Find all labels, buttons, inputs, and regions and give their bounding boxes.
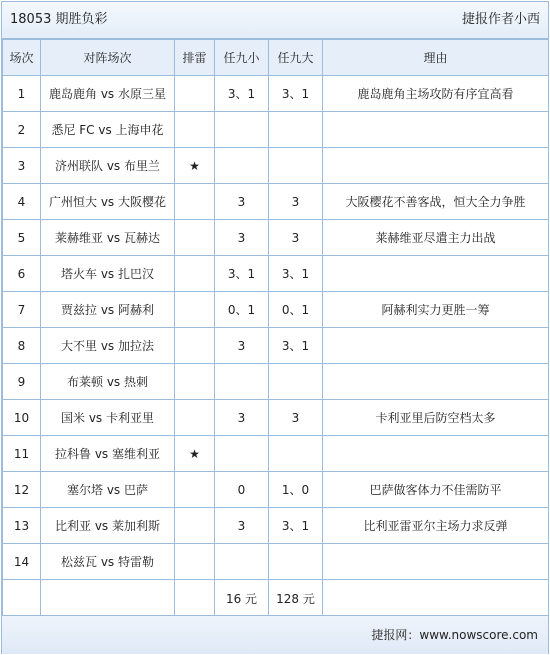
reason-text: 大阪樱花不善客战，恒大全力争胜 <box>323 184 549 220</box>
table-row <box>3 364 549 400</box>
reason-text: 巴萨做客体力不佳需防平 <box>323 472 549 508</box>
sheet-header <box>2 2 548 39</box>
col-header-no: 场次 <box>3 40 41 76</box>
match-teams: 济州联队 vs 布里兰 <box>41 148 175 184</box>
table-row <box>3 400 549 436</box>
mine-flag <box>175 292 215 328</box>
sheet-author: 捷报作者小西 <box>461 12 540 27</box>
match-number: 4 <box>3 184 41 220</box>
match-number: 7 <box>3 292 41 328</box>
match-number: 2 <box>3 112 41 148</box>
r9-small-pick <box>215 364 269 400</box>
reason-text <box>323 328 549 364</box>
reason-text: 阿赫利实力更胜一筹 <box>323 292 549 328</box>
reason-text <box>323 436 549 472</box>
r9-large-pick: 3 <box>269 220 323 256</box>
total-r9-large: 128 元 <box>269 580 323 617</box>
r9-large-pick: 1、0 <box>269 472 323 508</box>
source-credit: 捷报网：www.nowscore.com <box>371 628 538 642</box>
r9-small-pick: 3 <box>215 184 269 220</box>
r9-small-pick: 3 <box>215 220 269 256</box>
match-number: 1 <box>3 76 41 112</box>
r9-small-pick <box>215 148 269 184</box>
reason-text <box>323 256 549 292</box>
table-row <box>3 508 549 544</box>
match-teams: 莱赫维亚 vs 瓦赫达 <box>41 220 175 256</box>
match-teams: 贾兹拉 vs 阿赫利 <box>41 292 175 328</box>
table-body <box>3 76 549 580</box>
table-row <box>3 436 549 472</box>
table-row <box>3 292 549 328</box>
match-number: 14 <box>3 544 41 580</box>
mine-flag <box>175 508 215 544</box>
match-number: 5 <box>3 220 41 256</box>
table-header-row <box>3 40 549 76</box>
totals-empty-mine <box>175 580 215 617</box>
r9-large-pick <box>269 364 323 400</box>
reason-text: 比利亚雷亚尔主场力求反弹 <box>323 508 549 544</box>
r9-large-pick <box>269 112 323 148</box>
totals-row <box>3 580 549 617</box>
table-row <box>3 184 549 220</box>
r9-large-pick: 3、1 <box>269 508 323 544</box>
match-teams: 大不里 vs 加拉法 <box>41 328 175 364</box>
reason-text <box>323 364 549 400</box>
r9-large-pick <box>269 148 323 184</box>
match-teams: 塔火车 vs 扎巴汉 <box>41 256 175 292</box>
r9-small-pick <box>215 112 269 148</box>
mine-flag <box>175 472 215 508</box>
match-number: 6 <box>3 256 41 292</box>
sheet-title: 18053 期胜负彩 <box>10 12 108 27</box>
r9-small-pick: 3 <box>215 400 269 436</box>
r9-small-pick: 0、1 <box>215 292 269 328</box>
table-row <box>3 472 549 508</box>
table-row <box>3 544 549 580</box>
mine-flag <box>175 364 215 400</box>
col-header-mine: 排雷 <box>175 40 215 76</box>
reason-text <box>323 112 549 148</box>
prediction-table <box>2 39 549 617</box>
mine-flag <box>175 220 215 256</box>
match-teams: 广州恒大 vs 大阪樱花 <box>41 184 175 220</box>
r9-large-pick <box>269 544 323 580</box>
reason-text: 卡利亚里后防空档太多 <box>323 400 549 436</box>
match-number: 11 <box>3 436 41 472</box>
reason-text <box>323 544 549 580</box>
r9-small-pick: 3 <box>215 328 269 364</box>
mine-flag: ★ <box>175 148 215 184</box>
match-teams: 比利亚 vs 莱加利斯 <box>41 508 175 544</box>
table-row <box>3 220 549 256</box>
r9-large-pick: 3、1 <box>269 328 323 364</box>
mine-flag: ★ <box>175 436 215 472</box>
r9-small-pick: 3、1 <box>215 76 269 112</box>
r9-small-pick <box>215 544 269 580</box>
mine-flag <box>175 112 215 148</box>
r9-large-pick <box>269 436 323 472</box>
mine-flag <box>175 544 215 580</box>
reason-text <box>323 148 549 184</box>
match-number: 12 <box>3 472 41 508</box>
totals-empty-match <box>41 580 175 617</box>
r9-large-pick: 3 <box>269 400 323 436</box>
r9-large-pick: 3、1 <box>269 256 323 292</box>
col-header-reason: 理由 <box>323 40 549 76</box>
match-teams: 布莱顿 vs 热刺 <box>41 364 175 400</box>
mine-flag <box>175 76 215 112</box>
reason-text: 鹿岛鹿角主场攻防有序宜高看 <box>323 76 549 112</box>
r9-large-pick: 3 <box>269 184 323 220</box>
lottery-sheet <box>1 1 549 654</box>
match-number: 10 <box>3 400 41 436</box>
col-header-r9-large: 任九大 <box>269 40 323 76</box>
r9-small-pick: 0 <box>215 472 269 508</box>
col-header-r9-small: 任九小 <box>215 40 269 76</box>
totals-empty-no <box>3 580 41 617</box>
match-teams: 拉科鲁 vs 塞维利亚 <box>41 436 175 472</box>
match-teams: 塞尔塔 vs 巴萨 <box>41 472 175 508</box>
table-row <box>3 148 549 184</box>
table-row <box>3 112 549 148</box>
r9-small-pick <box>215 436 269 472</box>
match-teams: 悉尼 FC vs 上海申花 <box>41 112 175 148</box>
mine-flag <box>175 256 215 292</box>
totals-empty-reason <box>323 580 549 617</box>
match-number: 8 <box>3 328 41 364</box>
r9-small-pick: 3 <box>215 508 269 544</box>
mine-flag <box>175 328 215 364</box>
match-number: 13 <box>3 508 41 544</box>
match-teams: 松兹瓦 vs 特雷勒 <box>41 544 175 580</box>
r9-large-pick: 3、1 <box>269 76 323 112</box>
reason-text: 莱赫维亚尽遣主力出战 <box>323 220 549 256</box>
table-row <box>3 328 549 364</box>
mine-flag <box>175 400 215 436</box>
match-number: 9 <box>3 364 41 400</box>
table-row <box>3 76 549 112</box>
r9-large-pick: 0、1 <box>269 292 323 328</box>
sheet-footer <box>2 615 548 654</box>
table-row <box>3 256 549 292</box>
mine-flag <box>175 184 215 220</box>
match-teams: 国米 vs 卡利亚里 <box>41 400 175 436</box>
col-header-match: 对阵场次 <box>41 40 175 76</box>
r9-small-pick: 3、1 <box>215 256 269 292</box>
total-r9-small: 16 元 <box>215 580 269 617</box>
match-teams: 鹿岛鹿角 vs 水原三星 <box>41 76 175 112</box>
match-number: 3 <box>3 148 41 184</box>
